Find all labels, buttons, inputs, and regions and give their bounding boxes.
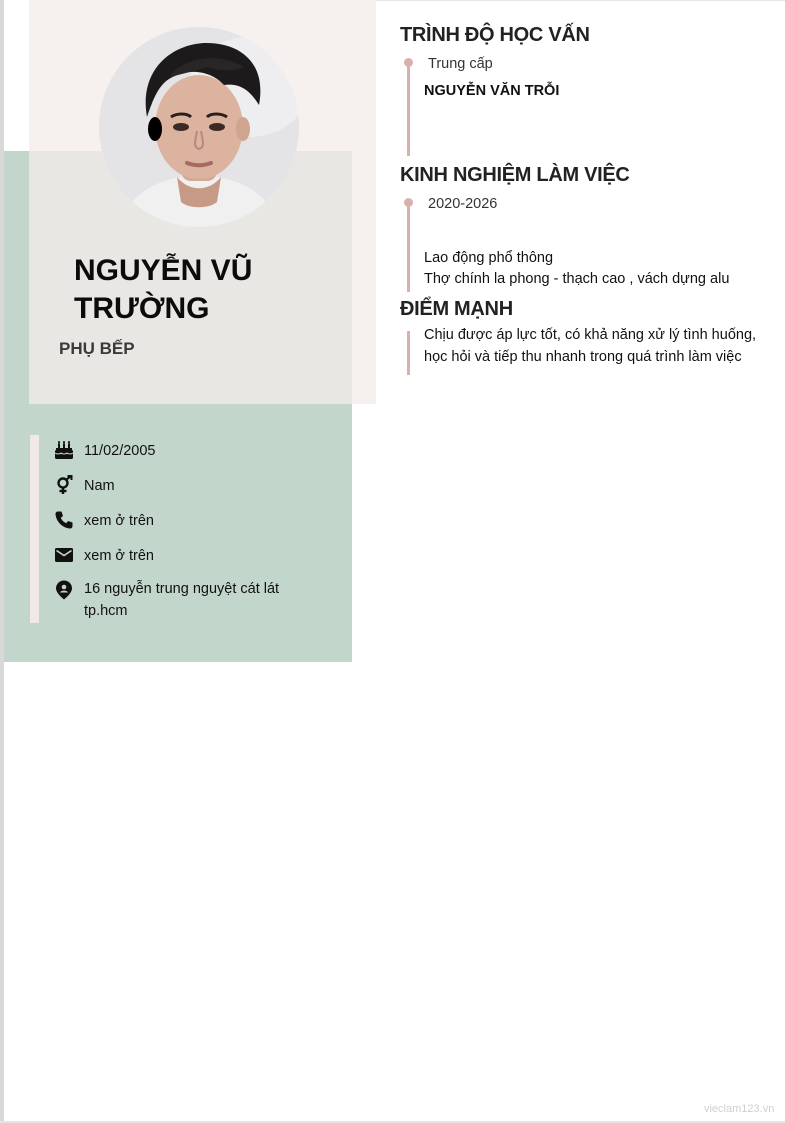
strengths-line [407, 331, 410, 375]
experience-role: Lao động phổ thông [424, 250, 554, 266]
email-icon [54, 545, 74, 565]
strengths-title: ĐIỂM MẠNH [400, 298, 513, 320]
birthday-value: 11/02/2005 [84, 443, 156, 459]
experience-period: 2020-2026 [428, 196, 498, 212]
phone-value: xem ở trên [84, 513, 154, 529]
gender-value: Nam [84, 478, 115, 494]
education-school: NGUYỄN VĂN TRỖI [424, 83, 560, 99]
education-level: Trung cấp [428, 56, 493, 72]
candidate-name: NGUYỄN VŨ TRƯỜNG [74, 254, 253, 325]
contact-birthday [54, 440, 314, 462]
strengths-text: Chịu được áp lực tốt, có khả năng xử lý tình huống, học hỏi và tiếp thu nhanh trong quá trình làm việc [424, 327, 757, 365]
email-value: xem ở trên [84, 548, 154, 564]
education-title: TRÌNH ĐỘ HỌC VẤN [400, 24, 590, 46]
avatar-photo [99, 27, 299, 227]
avatar [99, 27, 299, 227]
location-pin-icon [54, 580, 74, 600]
experience-description: Thợ chính la phong - thạch cao , vách dựng alu [424, 271, 730, 287]
address-value: 16 nguyễn trung nguyệt cát lát tp.hcm [84, 581, 280, 619]
job-title: PHỤ BẾP [59, 339, 135, 358]
education-timeline-dot [404, 58, 413, 67]
birthday-cake-icon [54, 440, 74, 460]
gender-icon [54, 475, 74, 495]
experience-title: KINH NGHIỆM LÀM VIỆC [400, 164, 630, 186]
experience-timeline-dot [404, 198, 413, 207]
header-background-strip [352, 151, 376, 404]
contact-email [54, 545, 314, 567]
contact-phone [54, 510, 314, 532]
experience-timeline-line [407, 200, 410, 292]
contact-gender [54, 475, 314, 497]
phone-icon [54, 510, 74, 530]
page-top-edge [376, 0, 785, 1]
watermark: vieclam123.vn [704, 1103, 775, 1115]
contact-address [54, 578, 314, 622]
education-timeline-line [407, 60, 410, 156]
contact-accent-bar [30, 435, 39, 623]
